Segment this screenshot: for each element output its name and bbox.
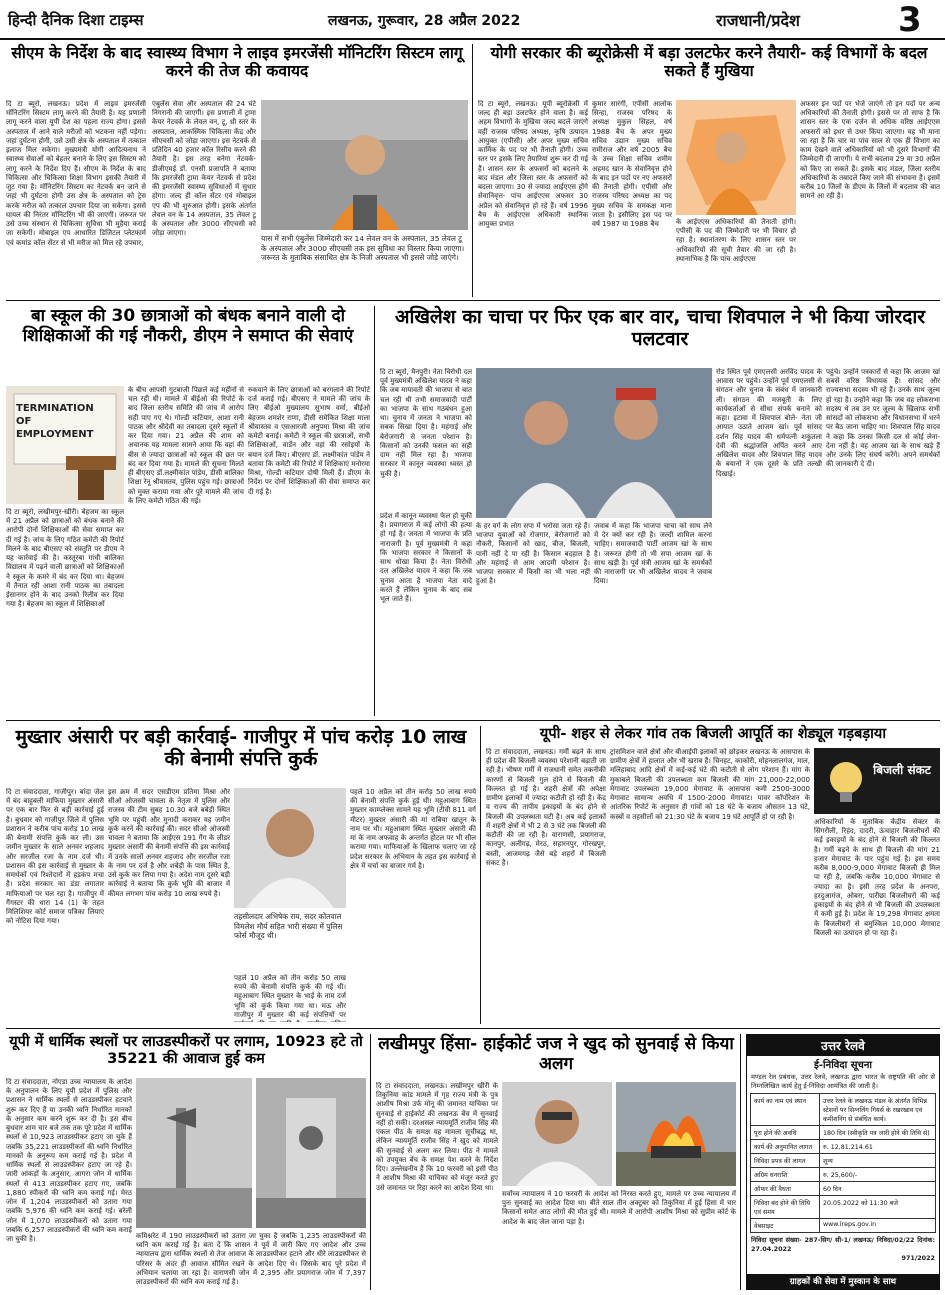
headline: लखीमपुर हिंसा- हाईकोर्ट जज ने खुद को सुनवाई से किया अलग — [378, 1034, 734, 1075]
article-column: के आईएएस अधिकारियों की तैनाती होगी। एपीसी के पद की जिम्मेदारी पर भी विचार हो रहा है। स्थानांतरण के लिए शासन स्तर पर अधिकारियों की सूची तैयार की जा रही है। स्थानाभिक है कि पांच आईएएस — [676, 218, 796, 263]
story-teachers-dismissed — [6, 306, 370, 716]
row-label: वेबसाइट — [751, 1219, 820, 1233]
notice-railway-name: उत्तर रेलवे — [747, 1035, 939, 1056]
story-loudspeakers — [6, 1034, 366, 1290]
table-row — [751, 1196, 936, 1219]
railway-tender-notice — [746, 1034, 940, 1290]
row-value: रु. 12,81,214.61 — [820, 1140, 936, 1154]
story-mukhtar-ansari — [6, 726, 476, 1024]
newspaper-name: हिन्दी दैनिक दिशा टाइम्स — [8, 11, 144, 29]
row-value: 60 दिन — [820, 1182, 936, 1196]
row-label: ऑफर की वैधता — [751, 1182, 820, 1196]
row-label: निविदा बंद होने की तिथि एवं समय — [751, 1196, 820, 1219]
article-column: सर्वोच्च न्यायालय ने 10 फरवरी के आदेश को निरस्त करते हुए, मामले पर उच्च न्यायालय में पुनः सुनवाई का आदेश दिया था। बीते साल तीन अक्टूबर को तिकुनिया में हुई हिंसा में चार किसानों समेत आठ लोगों की मौत हुई थी। मामले में आरोपी आशीष मिश्रा को सुप्रीम कोर्ट के आदेश के बाद जेल जाना पड़ा है। — [502, 1190, 736, 1226]
notice-footer-number: निविदा सूचना संख्या- 287-सिग/ सी-1/ लखनऊ/ निविदा/02/22 दिनांक: 27.04.2022 — [751, 1236, 935, 1253]
row-label: कार्य का नाम एवं स्थान — [751, 1094, 820, 1126]
headline: मुख्तार अंसारी पर बड़ी कार्रवाई- गाजीपुर में पांच करोड़ 10 लाख की बेनामी संपत्ति कुर्क — [15, 726, 467, 771]
story-akhilesh-shivpal — [380, 306, 940, 716]
article-column: कमिश्नरेट में 190 लाउडस्पीकरों को उतारा जा चुका है जबकि 1,235 लाउडस्पीकरों की ध्वनि कम कराई गई है। बता दें कि शासन ने पूर्व में जारी किए गए आदेश और उच्च न्यायालय द्वारा धार्मिक स्थलों से तेज आवाज के लाउडस्पीकर हटाने और धीरे लाउडस्पीकर से परिसर के अंदर ही आवाज सीमित रखने के आदेश दिए थे। जिसके बाद पूरे प्रदेश में अभियान चलाया जा रहा है। वाराणसी जोन में 2,395 और प्रयागराज जोन में 7,397 लाउडस्पीकरों की ध्वनि कम कराई गई है। — [136, 1232, 366, 1287]
headline: सीएम के निर्देश के बाद स्वास्थ्य विभाग ने लाइव इमरजेंसी मॉनिटरिंग सिस्टम लागू करने की तेज की कवायद — [11, 44, 463, 81]
article-column: दि टा संवाददाता, लखनऊ। लखीमपुर खीरी के तिकुनिया कांड मामले में गृह राज्य मंत्री के पुत्र आशीष मिश्रा उर्फ मोनू की जमानत याचिका पर सुनवाई से हाईकोर्ट की लखनऊ बेंच में सुनवाई नहीं हो सकी। दरअसल न्यायमूर्ति राजीव सिंह की एकल पीठ के समक्ष यह मामला सूचीबद्ध था, लेकिन न्यायमूर्ति राजीव सिंह ने खुद को मामले की सुनवाई से अलग कर लिया। पीठ ने मामले को उपयुक्त बेंच के समक्ष पेश करने के निर्देश दिए। उल्लेखनीय है कि 10 फरवरी को इसी पीठ ने आशीष मिश्रा की याचिका को मंजूर करते हुए उसे जमानत पर रिहा करने का आदेश दिया था। — [376, 1082, 498, 1192]
news-photo-mukhtar — [234, 788, 346, 908]
news-photo-leaders — [476, 368, 712, 518]
news-photo-termination-letter — [6, 386, 124, 504]
row-label: निविदा प्रपत्र की लागत — [751, 1154, 820, 1168]
article-column: के हर वर्ग के लोग सपा में भरोसा जता रहे हैं। भाजपा युवाओं को रोजगार, बेरोजगारों को नौकरी, किसानों को खाद, बीज, बिजली, पानी नहीं दे पा रही है। किसान बदहाल है और महंगाई से आम आदमी परेशान है। भाजपा सरकार में किसी का भी भला नहीं हुआ है। — [476, 522, 590, 586]
row-label: अग्रिम धनराशि — [751, 1168, 820, 1182]
table-row — [751, 1182, 936, 1196]
table-row — [751, 1219, 936, 1233]
news-photo-loudspeaker-removal — [256, 1078, 366, 1228]
article-column: प्रदेश में कानून व्यवस्था फेल हो चुकी है। प्रयागराज में कई लोगों की हत्या हो गई है। जनता में भाजपा के प्रति नाराजगी है। पूर्व मुख्यमंत्री ने कहा कि भाजपा सरकार ने किसानों के साथ धोखा किया है। नेता विरोधी दल अखिलेश यादव ने कहा कि जब चुनाव आता है भाजपा नेता वादे करते हैं लेकिन चुनाव के बाद सब भूल जाते हैं। — [380, 512, 472, 604]
row-value: www.ireps.gov.in — [820, 1219, 936, 1233]
story-lakhimpur-hearing — [376, 1034, 736, 1290]
story-power-supply — [486, 726, 940, 1024]
headline: अखिलेश का चाचा पर फिर एक बार वार, चाचा शिवपाल ने भी किया जोरदार पलटवार — [394, 306, 926, 351]
article-column: जवाब में कहा कि भाजपा चाचा को साथ लेने में देर क्यों कर रही है। जल्दी शामिल करना चाहिए। समाजवादी पार्टी आजम खां के साथ है। जरूरत होगी तो भी सपा आजम खां के साथ खड़ी है। पूर्व मंत्री आजम खां के समर्थकों की नाराजगी पर भी अखिलेश यादव ने जवाब दिया। — [594, 522, 712, 586]
article-column: दि टा ब्यूरो, लखीमपुर-खीरी। बेहजम का स्कूल में 21 अप्रैल को छात्राओं को बंधक बनाने की आरोपी दोनों शिक्षिकाओं की सेवा समाप्त कर दी गई है। जांच के लिए गठित कमेटी की रिपोर्ट मिलने के बाद बीएसए को संस्तुति पर डीएम ने यह कार्रवाई की है। कस्तूरबा गांधी बालिका विद्यालय में पढ़ने वाली छात्राओं को शिक्षिकाओं ने स्कूल के कमरे में बंद कर दिया था। बेहजम में तैनात रही आशा रानी पाठक का तबादला ईसानगर होने के बाद उनको रिलीव कर दिया गया है। बेहजम का स्कूल में शिक्षिकाओं — [6, 508, 124, 609]
article-column: पहुंचे। उन्होंने पत्रकारों से कहा कि आजम खां सबसे वरिष्ठ विधायक हैं। सांसद और राज्यसभा सदस्य भी रहे हैं। उनके साथ जुल्म हो रहा है। उन्होंने कहा कि जब वह लोकसभा सदस्य थे तब उन पर जुल्म के खिलाफ सभी सांसदों को लोकसभा और विधानसभा में धरने पर बैठ जाना चाहिए था। शिवपाल सिंह यादव ने कहा कि उनका किसी दल से कोई लेना-देना नहीं है। वह आजम खां के साथ खड़े हैं और उनके लिए संघर्ष करेंगे। अपने समर्थकों की जानकारी दे दी। — [826, 368, 940, 469]
notice-footer-code: 971/2022 — [901, 1254, 935, 1263]
article-column: दि टा ब्यूरो, लखनऊ। प्रदेश में लाइव इमरजेंसी मॉनिटरिंग सिस्टम लागू करने की तैयारी है। यह प्रणाली लागू करने वाला यूपी देश का पहला राज्य होगा। इससे अस्पताल में आने वाले मरीजों को भटकना नहीं पड़ेगा। जहां दुर्घटना होगी, उसे उसी क्षेत्र के अस्पताल में तत्काल इलाज मिल सकेगा। मुख्यमंत्री योगी आदित्यनाथ ने स्वास्थ्य सेवाओं को बेहतर बनाने के लिए इस सिस्टम को लागू करने के निर्देश दिए हैं। सीएम के निर्देश के बाद चिकित्सा और चिकित्सा शिक्षा विभाग इसकी तैयारी में जुट गया है। मॉनिटरिंग सिस्टम का नेटवर्क बन जाने से जहां भी दुर्घटना होगी उस क्षेत्र के अस्पताल को ट्रेस करके मरीज को तत्काल उपचार दिया जा सकेगा। इससे घायल की निरंतर मॉनिटरिंग भी की जाएगी। जरूरत पर उसे उच्च संस्थान से चिकित्सा सुविधा भी मुहैया कराई जा सकेगी। मोबाइल एप आधारित डिजिटल प्लेटफार्म एवं कमांड कॉल सेंटर से भी मरीज को मिल रहे उपचार, — [6, 100, 146, 247]
row-label: पूरा होने की अवधि — [751, 1126, 820, 1140]
article-column: ट्रांसमिशन वाले क्षेत्रों और बीआईपी इलाकों को छोड़कर लखनऊ के आसपास के ग्रामीण क्षेत्रों में हालात और भी खराब हैं। चिनहट, काकोरी, मोहनलालगंज, माल, मलिहाबाद आदि क्षेत्रों में कई-कई घंटे की कटौती से लोग परेशान हैं। मांग के मुकाबले बिजली की उपलब्धता कम बिजली की मांग 21,000-22,000 मेगावाट उपलब्धता 19,000 मेगावाट के आसपास कमी 2500-3000 मेगावाट सामान्य अवधि में 1500-2000 मेगावाट। पावर कॉर्पोरेशन के आंतरिक रिपोर्ट के अनुसार ही गांवों को 18 घंटे के बजाय औसतन 13 घंटे, कस्बों व तहसीलों को 21:30 घंटे के बजाय 19 घंटे आपूर्ति हो पा रही है। — [610, 748, 810, 821]
row-value: 180 दिन (स्वीकृति पत्र जारी होने की तिथि से) — [820, 1126, 936, 1140]
photo-text: TERMINATION OF EMPLOYMENT — [16, 403, 94, 440]
table-row — [751, 1154, 936, 1168]
article-column: अधिकारियों के मुताबिक केंद्रीय सेक्टर के सिंगरौली, रिहंद, दादरी, ऊंचाहार बिजलीघरों की कई इकाइयों के बंद होने से बिजली की किल्लत है। गर्मी बढ़ने के साथ ही बिजली की मांग 21 हजार मेगावाट के पार पहुंच गई है। इस समय करीब 8,000-9,000 मेगावाट बिजली ही मिल पा रही है, जबकि करीब 10,000 मेगावाट से ज्यादा का है। इसी तरह प्रदेश के अनपरा, हरदुआगंज, ओबरा, पारीछा बिजलीघरों की कई इकाइयों के बंद होने से भी बिजली की उपलब्धता में कमी हुई है। प्रदेश के 19,298 मेगावाट क्षमता के बिजलीघरों से बमुश्किल 10,000 मेगावाट बिजली का उत्पादन हो पा रहा है। — [814, 818, 940, 937]
table-row — [751, 1140, 936, 1154]
headline: यूपी में धार्मिक स्थलों पर लाउडस्पीकरों पर लगाम, 10923 हटे तो 35221 की आवाज हुई कम — [9, 1034, 363, 1068]
photo-caption: यास में सभी एंबुलेंस जिम्मेदारी कर 14 लेवल वन के अस्पताल, 35 लेवल टू के अस्पताल और 3000 सीएचसी तक इस सुविधा का विस्तार किया जाएगा। जरूरत के मुताबिक संसाधित क्षेत्र के निजी अस्पताल भी इससे जोड़े जाएंगे। — [261, 234, 465, 263]
news-photo-chief-minister — [261, 100, 468, 230]
article-column: रोड स्थित पूर्व एमएलसी अरविंद यादव के आवास पर पहुंचे। उन्होंने पूर्व एमएलसी से संगठन और चुनाव के संबंध में जानकारी ली। संगठन की मजबूती के लिए कार्यकर्ताओं से सीधा संपर्क बनाने को कहा। इटावा में शिवपाल बोले- नेता जी आयात उठाते आजम खां। पूर्व सांसद दर्शन सिंह यादव की धर्मपत्नी शकुंतला देवी की श्रद्धांजलि अर्पित करने आए अखिलेश यादव और शिवपाल सिंह यादव के बयानों ने एक दूसरे के प्रति तल्खी दिखाई। — [716, 368, 822, 478]
row-label: कार्य की अनुमानित लागत — [751, 1140, 820, 1154]
article-column: दि टा ब्यूरो, लखनऊ। यूपी ब्यूरोक्रेसी में जल्द ही बड़ा उलटफेर होने वाला है। कई अहम विभागों के मुखिया जल्द बदले जाएंगे वहीं राजस्व परिषद अध्यक्ष, कृषि उत्पादन आयुक्त (एपीसी) और अपर मुख्य सचिव कार्मिक के पद पर भी तैनाती होगी। उच्च स्तर पर इसके लिए तैयारियां शुरू कर दी गई हैं। शासन स्तर के अफसरों को बदलने के बाद मंडल और जिला स्तर के अफसरों को बदला जाएगा। 30 से ज्यादा आईएएस होंगे सेवानिवृत्त- पांच आईएएस अफसर 30 अप्रैल को सेवानिवृत्त हो रहे हैं। वर्ष 1996 बैच के आईएएस अधिकारी स्थानिक आयुक्त प्रभात — [478, 100, 588, 229]
notice-title: ई-निविदा सूचना — [814, 1060, 872, 1071]
headline: बा स्कूल की 30 छात्राओं को बंधक बनाने वाली दो शिक्षिकाओं की गई नौकरी, डीएम ने समाप्त की सेवाएं — [22, 306, 354, 347]
masthead — [0, 0, 945, 40]
news-photo-accused — [502, 1082, 612, 1186]
table-row — [751, 1168, 936, 1182]
headline: यूपी- शहर से लेकर गांव तक बिजली आपूर्ति का शेड्यूल गड़बड़ाया — [539, 726, 887, 742]
article-column: अफसर इन पदों पर भेजे जाएंगे तो इन पदों पर अन्य अधिकारियों की तैनाती होगी। इससे पर तो साफ है कि शासन स्तर के एक दर्जन से अधिक वरिष्ठ आईएएस अफसरों को इधर से उधर किया जाएगा। यह भी माना जा रहा है कि चार या पांच साल से एक ही विभाग का काम देखने वाले अधिकारियों को भी दूसरे विभागों की जिम्मेदारी दी जाएगी। ये सभी बदलाव 29 या 30 अप्रैल को किए जा सकते हैं। इसके बाद मंडल, जिला स्तरीय अधिकारियों के तबादले किए जाने की संभावना है। इसमें करीब 10 जिलों के डीएम के जिलों में बदलाव की बात सामने आ रही है। — [800, 100, 940, 201]
article-column: पहले 10 अप्रैल को तीन करोड़ 50 लाख रुपये की बेनामी संपत्ति कुर्क हुई थी। महुआबाग स्थित मुख्तार काम्प्लेक्स सामने यह भूमि (टीवी 811 वर्ग मीटर) मुख्तार अंसारी की मां राबिया खातून के नाम पर थी। महुआबाग स्थित मुख्तार अंसारी की मां के नाम अफवाह के अन्तर्गत होटल पर भी सील कराया गया। माफियाओं के खिलाफ चलाए जा रहे प्रदेश सरकार के अभियान के तहत इस कार्रवाई से क्षेत्र में चर्चा का बाजार गर्म है। — [350, 788, 476, 870]
dateline: लखनऊ, गुरूवार, 28 अप्रैल 2022 — [328, 13, 521, 29]
headline: योगी सरकार की ब्यूरोक्रेसी में बड़ा उलटफेर करने तैयारी- कई विभागों के बदल सकते हैं मुखिया — [490, 44, 928, 81]
article-column: पहले 10 अप्रैल को तीन करोड़ 50 लाख रुपये की बेनामी संपत्ति कुर्क की गई थी। महुआबाग स्थित मुख्तार के भाई के नाम दर्ज भूमि को कुर्क किया गया था। मऊ और गाजीपुर में मुख्तार की कई संपत्तियों पर — [234, 974, 346, 1019]
notice-table — [750, 1093, 936, 1233]
article-column: रुकवाने के लिए छात्राओं को बरगलाने की रिपोर्ट दर्ज कराई गई। बीएसए ने मामले की जांच के लिए बीईओ मुख्यालय सुभाष वर्मा, बीईओ बेहजम शमशेर राणा, डीसी समेकित शिक्षा माला श्रीवास्तव व एसआरजी अनुपमा मिश्रा की जांच कमेटी बनाई। कमेटी ने स्कूल की छात्राओं, सभी शिक्षिकाओं, वार्डेन और वहां की रसोइयों के बयान दर्ज किए। बीएसए डॉ. लक्ष्मीकांत पांडेय ने बताया कि कमेटी की रिपोर्ट में शिक्षिकाएं मनोरमा मिश्रा, गोल्डी कटियार दोषी मिली हैं। डीएम के निर्देश पर दोनों शिक्षिकाओं की सेवा समाप्त कर दी गई है। — [248, 386, 370, 496]
table-row — [751, 1126, 936, 1140]
power-crisis-graphic — [814, 748, 940, 814]
article-column: एंबुलेंस सेवा और अस्पताल की 24 घंटे निगरानी की जाएगी। इस प्रणाली में ट्रामा केयर नेटवर्क के लेवल वन, टू, थ्री स्तर के अस्पताल, आकस्मिक चिकित्सा केंद्र और सीएचसी को जोड़ा जाएगा। इस नेटवर्क से प्रतिदिन 40 हजार कॉल रिसीव करने की तैयारी है। इस तरह बनेगा नेटवर्क- डीजीएमई डॉ. एनसी प्रजापति ने बताया कि इमरजेंसी ट्रामा केयर नेटवर्क से प्रदेश की इमरजेंसी स्वास्थ्य सुविधाओं में सुधार होगा। जल्द ही कॉल सेंटर एवं मोबाइल एप की भी शुरुआत होगी। इसके अंतर्गत लेवल वन के 14 अस्पताल, 35 लेवल टू के अस्पताल और 3000 सीएचसी को जोड़ा जाएगा। — [152, 100, 256, 238]
news-photo-religious-site — [136, 1078, 252, 1228]
section-name: राजधानी/प्रदेश — [716, 11, 800, 30]
notice-intro: मण्डल रेल प्रबंधक, उत्तर रेलवे, लखनऊ द्वारा भारत के राष्ट्रपति की ओर से निम्नलिखित कार्य हेतु ई-निविदा आमंत्रित की जाती है। — [751, 1073, 935, 1090]
news-photo-burning-vehicle — [616, 1082, 736, 1186]
row-value: रु. 25,600/- — [820, 1168, 936, 1182]
article-column: दि टा संवाददाता, लखनऊ। गर्मी बढ़ने के साथ ही प्रदेश की बिजली व्यवस्था परेशानी बढ़ाती जा रही है। भीषण गर्मी में राजधानी समेत तकनीकी कारणों से बिजली गुल होने से बिजली की किल्लत हो गई है। शहरी क्षेत्रों की अपेक्षा ग्रामीण इलाकों में ज्यादा कटौती हो रही है। केंद्र व राज्य की तापीय इकाइयों के बंद होने से बिजली की उपलब्धता घटी है। अब कई इलाकों में शहरी क्षेत्रों में भी 2 से 3 घंटे तक बिजली की कटौती की जा रही है। वाराणसी, प्रयागराज, कानपुर, अलीगढ़, मेरठ, सहारनपुर, गोरखपुर, बस्ती, आजमगढ़ जैसे बड़े शहरों में बिजली संकट है। — [486, 748, 606, 867]
article-column: दि टा संवाददाता, नोएडा उच्च न्यायालय के आदेश के अनुपालन के लिए यूपी प्रदेश में पुलिस और प्रशासन ने धार्मिक स्थलों से लाउडस्पीकर हटवाने शुरू कर दिए हैं या उनकी ध्वनि निर्धारित मानकों के अनुसार कम करने शुरू कर दी है। इस बीच बुधवार शाम चार बजे तक तक पूरे प्रदेश में धार्मिक स्थलों से 10,923 लाउडस्पीकर हटाए जा चुके हैं जबकि 35,221 लाउडस्पीकरों की ध्वनि निर्धारित मानकों के अनुरूप कम कराई गई है। प्रदेश में धार्मिक स्थलों से लाउडस्पीकर हटाए जा रहे हैं। जारी आंकड़ों के अनुसार, आगरा जोन में धार्मिक स्थलों से 413 लाउडस्पीकर हटाए गए, जबकि 1,880 स्पीकरों की ध्वनि कम कराई गई। मेरठ जोन में 1,204 लाउडस्पीकरों को उतारा गया जबकि 5,976 की ध्वनि कम कराई गई। बरेली जोन में 1,070 लाउडस्पीकरों को उतारा गया जबकि 6,257 लाउडस्पीकरों की ध्वनि कम कराई जा चुकी है। — [6, 1078, 132, 1243]
row-value: शून्य — [820, 1154, 936, 1168]
article-column: कुमार सारंगी, एपीसी आलोक सिन्हा, राजस्व परिषद के अध्यक्ष मुकुल सिंहल, वर्ष 1988 बैच के अपर मुख्य सचिव उद्यान मुख्य सचिव रामीराज और वर्ष 2005 बैच के उच्च शिक्षा सचिव शमीम अहमद खान के सेवानिवृत्त होने के बाद इन पदों पर नए अफसरों की तैनाती होगी। एपीसी और राजस्व परिषद अध्यक्ष का पद मुख्य सचिव के समकक्ष माना जाता है। इसीलिए इस पद पर वर्ष 1987 या 1988 बैच — [592, 100, 672, 229]
table-row — [751, 1094, 936, 1126]
news-photo-chief-minister — [676, 100, 796, 215]
article-column: इस क्रम में सदर एसडीएम प्रतिमा मिश्रा और सीओ ओजस्वी चावला के नेतृत्व में पुलिस और राजस्व की टीम सुबह 10.30 बजे बबेड़ी स्थित भूमि पर पहुंची और मुनादी कराकर यह जमीन कुर्क करने की कार्रवाई की। सदर सीओ ओजस्वी चावला ने बताया कि आईएस 191 गैंग के लीडर मुख्तार अंसारी की बेनामी संपत्ति की इस कार्रवाई में उनके सालों अनवर शहजाद और सरजील रजा के नाम पर दर्ज है और शबेड़ी के पास स्थित है, उसे कुर्क कर लिया गया है। अदेश नाम दूसरे बड़ी कार्रवाई ने बताया कि कुर्क भूमि की बाजार में कीमत लगभग पांच करोड़ 10 लाख रुपये है। — [108, 788, 230, 898]
row-value: 20.05.2022 को 11:30 बजे — [820, 1196, 936, 1219]
article-column: दि टा ब्यूरो, मैनपुरी। नेता विरोधी दल पूर्व मुख्यमंत्री अखिलेश यादव ने कहा कि जब मायावती की भाजपा से बात चल रही थी तभी समाजवादी पार्टी का भाजपा के साथ गठबंधन हुआ था। चुनाव में जनता ने भाजपा को सबक सिखा दिया है। महंगाई और बेरोजगारी से जनता परेशान है। किसानों को उनकी फसल का सही दाम नहीं मिल रहा है। भाजपा सरकार में कानून व्यवस्था ध्वस्त हो चुकी है। — [380, 368, 472, 478]
article-column: के बीच आपसी गुटबाजी पिछले कई महीनों से चल रही थी। मामले में बीईओ की रिपोर्ट के बाद जिला स्तरीय समिति की जांच में आरोप सही पाए गए थे। गोल्डी कटियार, आशा रानी पाठक और श्रीदेवी का तबादला दूसरे स्कूलों में कर दिया गया। 21 अप्रैल की शाम को अचानक यह मामला सामने आया कि वहां की बीस से ज्यादा छात्राओं को स्कूल की छत पर बंद कर दिया गया है। मामले की सूचना मिलते ही बीएसए डॉ.लक्ष्मीकांत पांडेय, डीसी बालिका शिक्षा रेनू श्रीवास्तव, पुलिस पहुंच गई। छात्राओं को मुक्त कराया गया और पूरे मामले की जांच के लिए कमेटी गठित की गई। — [128, 386, 244, 505]
page-number: 3 — [898, 0, 922, 40]
notice-slogan: ग्राहकों की सेवा में मुस्कान के साथ — [747, 1274, 939, 1289]
story-health-monitoring — [6, 44, 468, 297]
power-crisis-label: बिजली संकट — [873, 763, 931, 777]
article-column: दि टा संवाददाता, गाजीपुर। बांदा जेल में बंद बाहुबली माफिया मुख्तार अंसारी पर एक बार फिर से बड़ी कार्रवाई हुई है। बुधवार को गाजीपुर जिले में पुलिस प्रशासन ने करीब पांच करोड़ 10 लाख की बेनामी संपत्ति कुर्क कर ली। उस जमीन मुख्तार के साले अनवर शहजाद और सरजील रजा के नाम दर्ज थी। प्रशासन की इस कार्रवाई से मुख्तार के समर्थकों एवं रिश्तेदारों में हड़कंप मचा है। प्रदेश सरकार का डंडा लगातार माफियाओं पर चल रहा है। गाजीपुर में गैंगस्टर की धारा 14 (1) के तहत मिलिशियर कोर्ट समाज पत्रिका लियाएं को नोटिस दिया गया। — [6, 788, 104, 926]
row-value: उत्तर रेलवे के लखनऊ मंडल के अंतर्गत विभिन्न स्टेशनों पर सिग्नलिंग गियर्स के रखरखाव एवं कमीशनिंग से संबंधित कार्य। — [820, 1094, 936, 1126]
photo-caption: तहसीलदार अभिषेक राय, सदर कोतवाल विमलेश मौर्य सहित भारी संख्या में पुलिस फोर्स मौजूद थी। — [234, 912, 343, 941]
story-bureaucracy-reshuffle — [478, 44, 940, 297]
